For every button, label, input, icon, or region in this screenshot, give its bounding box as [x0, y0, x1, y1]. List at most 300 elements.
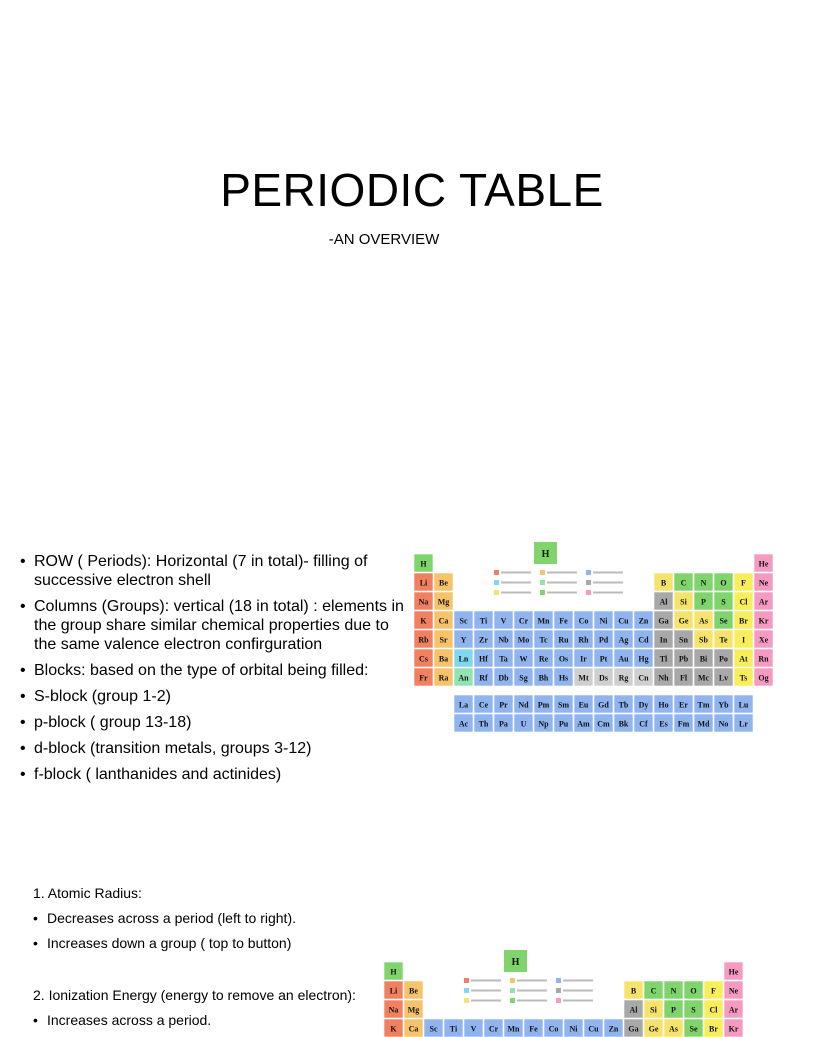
- element-cell: [434, 668, 453, 686]
- element-cell: [754, 554, 773, 572]
- svg-text:Ti: Ti: [479, 616, 488, 626]
- legend-swatch: [494, 580, 499, 585]
- element-cell: [754, 668, 773, 686]
- svg-text:Bk: Bk: [618, 719, 629, 729]
- svg-text:Be: Be: [439, 578, 448, 588]
- element-cell: [534, 611, 553, 629]
- svg-text:Tm: Tm: [697, 700, 710, 710]
- legend-swatch: [586, 570, 591, 575]
- svg-text:Fm: Fm: [677, 719, 690, 729]
- svg-text:Co: Co: [578, 616, 589, 626]
- element-cell: [704, 981, 723, 999]
- element-cell: [724, 962, 743, 980]
- svg-text:Cm: Cm: [597, 719, 610, 729]
- svg-text:Nh: Nh: [658, 673, 669, 683]
- element-cell: [654, 649, 673, 667]
- legend-swatch: [464, 988, 469, 993]
- element-cell: [454, 668, 473, 686]
- element-cell: [734, 573, 753, 591]
- element-cell: [714, 714, 733, 732]
- svg-text:Na: Na: [388, 1005, 399, 1015]
- legend-label-line: [517, 990, 547, 992]
- svg-text:Si: Si: [680, 597, 687, 607]
- svg-text:At: At: [739, 654, 748, 664]
- svg-text:P: P: [701, 597, 706, 607]
- svg-text:Ts: Ts: [739, 673, 748, 683]
- element-cell: [714, 668, 733, 686]
- element-cell: [504, 1019, 523, 1037]
- element-cell: [674, 573, 693, 591]
- svg-text:Og: Og: [758, 673, 769, 683]
- svg-text:I: I: [741, 635, 746, 645]
- element-cell: [674, 611, 693, 629]
- svg-text:Fe: Fe: [559, 616, 568, 626]
- element-cell: [474, 695, 493, 713]
- svg-text:C: C: [680, 578, 687, 588]
- element-cell: [494, 714, 513, 732]
- element-cell: [604, 1019, 623, 1037]
- element-cell: [424, 1019, 443, 1037]
- element-cell: [534, 695, 553, 713]
- element-cell: [694, 592, 713, 610]
- element-cell: [734, 630, 753, 648]
- element-cell: [694, 630, 713, 648]
- svg-text:Cr: Cr: [488, 1024, 499, 1034]
- element-cell: [404, 1000, 423, 1018]
- element-cell: [484, 1019, 503, 1037]
- element-cell: [674, 592, 693, 610]
- legend-key: [494, 542, 623, 595]
- svg-text:Hf: Hf: [479, 654, 488, 664]
- periodic-table-image: [412, 542, 776, 737]
- element-cell: [494, 649, 513, 667]
- svg-text:Mn: Mn: [507, 1024, 520, 1034]
- element-cell: [674, 630, 693, 648]
- svg-text:F: F: [741, 578, 746, 588]
- element-cell: [754, 611, 773, 629]
- svg-text:Ac: Ac: [458, 719, 469, 729]
- legend-swatch: [556, 978, 561, 983]
- svg-text:Pr: Pr: [499, 700, 508, 710]
- svg-text:Li: Li: [389, 986, 398, 996]
- svg-text:Zn: Zn: [638, 616, 649, 626]
- svg-text:Hg: Hg: [638, 654, 649, 664]
- legend-label-line: [593, 572, 623, 574]
- element-cell: [734, 611, 753, 629]
- element-cell: [754, 592, 773, 610]
- element-cell: [454, 611, 473, 629]
- svg-text:Be: Be: [409, 986, 418, 996]
- legend-swatch: [556, 998, 561, 1003]
- element-cell: [514, 714, 533, 732]
- element-cell: [664, 981, 683, 999]
- element-cell: [474, 649, 493, 667]
- ionization-energy-bullet-list: [33, 1012, 211, 1037]
- element-cell: [574, 714, 593, 732]
- element-cell: [594, 630, 613, 648]
- svg-text:Bi: Bi: [699, 654, 708, 664]
- element-cell: [724, 981, 743, 999]
- legend-swatch: [556, 988, 561, 993]
- periodic-table-svg: [412, 542, 776, 737]
- element-cell: [474, 714, 493, 732]
- element-cell: [754, 630, 773, 648]
- element-cell: [404, 1019, 423, 1037]
- svg-text:Y: Y: [460, 635, 467, 645]
- svg-text:Mt: Mt: [578, 673, 589, 683]
- svg-text:Tc: Tc: [539, 635, 548, 645]
- bullet-item: • S-block (group 1-2): [20, 687, 412, 706]
- svg-text:No: No: [718, 719, 729, 729]
- page-subtitle: -AN OVERVIEW: [328, 231, 440, 248]
- element-cell: [414, 668, 433, 686]
- svg-text:Rf: Rf: [479, 673, 488, 683]
- element-cell: [534, 714, 553, 732]
- element-cell: [434, 611, 453, 629]
- element-cell: [454, 630, 473, 648]
- element-cell: [664, 1019, 683, 1037]
- element-cell: [684, 981, 703, 999]
- element-cell: [654, 611, 673, 629]
- element-cell: [474, 630, 493, 648]
- svg-text:Cr: Cr: [518, 616, 529, 626]
- svg-text:Mn: Mn: [537, 616, 550, 626]
- svg-text:As: As: [699, 616, 708, 626]
- element-cell: [674, 695, 693, 713]
- element-cell: [534, 649, 553, 667]
- element-cell: [564, 1019, 583, 1037]
- element-cell: [734, 649, 753, 667]
- bullet-item: • Blocks: based on the type of orbital being filled:: [20, 661, 412, 680]
- element-cell: [414, 649, 433, 667]
- bullet-item: • d-block (transition metals, groups 3-12): [20, 739, 412, 758]
- element-cell: [684, 1000, 703, 1018]
- element-cell: [554, 695, 573, 713]
- svg-text:V: V: [470, 1024, 477, 1034]
- svg-text:Cn: Cn: [638, 673, 649, 683]
- svg-text:Ar: Ar: [758, 597, 769, 607]
- element-cell: [714, 611, 733, 629]
- svg-text:Al: Al: [629, 1005, 638, 1015]
- svg-text:C: C: [650, 986, 657, 996]
- title-slide: [0, 0, 768, 500]
- svg-text:Sm: Sm: [557, 700, 570, 710]
- element-cell: [634, 649, 653, 667]
- legend-swatch: [510, 978, 515, 983]
- legend-label-line: [563, 980, 593, 982]
- legend-label-line: [517, 980, 547, 982]
- svg-text:Ta: Ta: [499, 654, 508, 664]
- svg-text:N: N: [700, 578, 707, 588]
- element-cell: [454, 714, 473, 732]
- legend-label-line: [471, 1000, 501, 1002]
- svg-text:Ru: Ru: [558, 635, 569, 645]
- svg-text:Kr: Kr: [758, 616, 769, 626]
- bullet-item: • Columns (Groups): vertical (18 in total) : elements in the group share similar chemical properties due to the same valence electron confirguration: [20, 597, 412, 654]
- svg-text:Bh: Bh: [538, 673, 549, 683]
- svg-text:Ce: Ce: [478, 700, 489, 710]
- element-cell: [694, 649, 713, 667]
- svg-text:H: H: [511, 957, 520, 968]
- legend-swatch: [586, 580, 591, 585]
- trends-slide: [0, 845, 768, 1034]
- element-cell: [734, 592, 753, 610]
- svg-text:Ca: Ca: [438, 616, 449, 626]
- legend-swatch: [510, 998, 515, 1003]
- svg-text:Na: Na: [418, 597, 429, 607]
- svg-text:Au: Au: [618, 654, 629, 664]
- element-cell: [674, 668, 693, 686]
- svg-text:Sg: Sg: [519, 673, 528, 683]
- element-cell: [614, 695, 633, 713]
- element-cell: [494, 630, 513, 648]
- element-cell: [434, 630, 453, 648]
- svg-text:Ge: Ge: [678, 616, 689, 626]
- svg-text:Ba: Ba: [438, 654, 449, 664]
- element-cell: [574, 611, 593, 629]
- svg-text:Ln: Ln: [458, 654, 469, 664]
- svg-text:Li: Li: [419, 578, 428, 588]
- svg-text:Lv: Lv: [718, 673, 729, 683]
- element-cell: [594, 695, 613, 713]
- element-cell: [514, 630, 533, 648]
- svg-text:Fe: Fe: [529, 1024, 538, 1034]
- atomic-radius-bullet-list: [33, 910, 296, 960]
- svg-text:Ca: Ca: [408, 1024, 419, 1034]
- structure-bullet-list: [20, 552, 412, 791]
- element-cell: [474, 668, 493, 686]
- element-cell: [694, 714, 713, 732]
- element-cell: [534, 630, 553, 648]
- svg-text:Cl: Cl: [739, 597, 748, 607]
- legend-swatch: [586, 590, 591, 595]
- svg-text:Dy: Dy: [638, 700, 649, 710]
- legend-label-line: [593, 582, 623, 584]
- svg-text:Fr: Fr: [419, 673, 428, 683]
- svg-text:Lu: Lu: [738, 700, 749, 710]
- element-cell: [614, 649, 633, 667]
- svg-text:Ar: Ar: [728, 1005, 739, 1015]
- element-cell: [384, 1019, 403, 1037]
- svg-text:Am: Am: [577, 719, 590, 729]
- svg-text:Zr: Zr: [479, 635, 488, 645]
- legend-swatch: [464, 998, 469, 1003]
- svg-text:B: B: [630, 986, 637, 996]
- legend-label-line: [501, 572, 531, 574]
- periodic-table-image: [382, 950, 746, 1034]
- svg-text:H: H: [541, 549, 550, 560]
- svg-text:Tl: Tl: [659, 654, 668, 664]
- element-cell: [654, 592, 673, 610]
- svg-text:Pt: Pt: [599, 654, 608, 664]
- svg-text:Cu: Cu: [588, 1024, 599, 1034]
- element-cell: [714, 592, 733, 610]
- svg-text:Zn: Zn: [608, 1024, 619, 1034]
- element-cell: [624, 1000, 643, 1018]
- svg-text:Fl: Fl: [679, 673, 688, 683]
- svg-text:Lr: Lr: [739, 719, 748, 729]
- element-cell: [664, 1000, 683, 1018]
- element-cell: [414, 611, 433, 629]
- element-cell: [724, 1000, 743, 1018]
- element-cell: [454, 695, 473, 713]
- element-cell: [384, 981, 403, 999]
- element-cell: [714, 649, 733, 667]
- svg-text:H: H: [390, 967, 397, 977]
- svg-text:Cs: Cs: [419, 654, 428, 664]
- svg-text:Th: Th: [478, 719, 489, 729]
- element-cell: [554, 649, 573, 667]
- element-cell: [414, 630, 433, 648]
- legend-swatch: [464, 978, 469, 983]
- periodic-table-svg: [382, 950, 746, 1034]
- svg-text:Md: Md: [697, 719, 710, 729]
- svg-text:P: P: [671, 1005, 676, 1015]
- legend-swatch: [494, 590, 499, 595]
- element-cell: [694, 611, 713, 629]
- svg-text:Sn: Sn: [679, 635, 688, 645]
- element-cell: [514, 668, 533, 686]
- legend-label-line: [471, 990, 501, 992]
- legend-label-line: [501, 582, 531, 584]
- svg-text:Pu: Pu: [558, 719, 569, 729]
- svg-text:Ga: Ga: [628, 1024, 639, 1034]
- element-cell: [694, 573, 713, 591]
- element-cell: [634, 714, 653, 732]
- element-cell: [674, 714, 693, 732]
- svg-text:Os: Os: [558, 654, 569, 664]
- element-cell: [684, 1019, 703, 1037]
- svg-text:O: O: [690, 986, 697, 996]
- svg-text:Rb: Rb: [418, 635, 429, 645]
- svg-text:Ni: Ni: [599, 616, 608, 626]
- legend-swatch: [510, 988, 515, 993]
- element-cell: [694, 695, 713, 713]
- svg-text:V: V: [500, 616, 507, 626]
- svg-text:Db: Db: [498, 673, 509, 683]
- svg-text:Ge: Ge: [648, 1024, 659, 1034]
- svg-text:Gd: Gd: [598, 700, 609, 710]
- element-cell: [554, 714, 573, 732]
- legend-label-line: [563, 1000, 593, 1002]
- element-cell: [624, 981, 643, 999]
- element-cell: [574, 630, 593, 648]
- svg-text:Ga: Ga: [658, 616, 669, 626]
- svg-text:Es: Es: [659, 719, 668, 729]
- legend-swatch: [494, 570, 499, 575]
- element-cell: [464, 1019, 483, 1037]
- svg-text:O: O: [720, 578, 727, 588]
- legend-swatch: [540, 590, 545, 595]
- element-cell: [554, 611, 573, 629]
- svg-text:Se: Se: [689, 1024, 698, 1034]
- element-cell: [644, 1019, 663, 1037]
- svg-text:Po: Po: [719, 654, 728, 664]
- svg-text:Mg: Mg: [437, 597, 450, 607]
- svg-text:Ne: Ne: [728, 986, 739, 996]
- element-cell: [654, 695, 673, 713]
- page-title: PERIODIC TABLE: [220, 164, 604, 216]
- svg-text:Co: Co: [548, 1024, 559, 1034]
- element-cell: [614, 714, 633, 732]
- svg-text:Br: Br: [739, 616, 748, 626]
- element-cell: [724, 1019, 743, 1037]
- legend-label-line: [547, 582, 577, 584]
- element-cell: [574, 649, 593, 667]
- svg-text:S: S: [691, 1005, 696, 1015]
- element-cell: [754, 573, 773, 591]
- svg-text:H: H: [420, 559, 427, 569]
- svg-text:U: U: [520, 719, 527, 729]
- svg-text:Ni: Ni: [569, 1024, 578, 1034]
- svg-text:Pb: Pb: [678, 654, 689, 664]
- svg-text:Ir: Ir: [580, 654, 587, 664]
- svg-text:W: W: [519, 654, 528, 664]
- element-cell: [634, 668, 653, 686]
- element-cell: [574, 695, 593, 713]
- svg-text:Hs: Hs: [558, 673, 569, 683]
- element-cell: [714, 573, 733, 591]
- svg-text:Sb: Sb: [699, 635, 708, 645]
- element-cell: [404, 981, 423, 999]
- element-cell: [544, 1019, 563, 1037]
- element-cell: [654, 573, 673, 591]
- svg-text:Eu: Eu: [578, 700, 589, 710]
- element-cell: [634, 611, 653, 629]
- svg-text:Kr: Kr: [728, 1024, 739, 1034]
- svg-text:Ho: Ho: [658, 700, 669, 710]
- element-cell: [594, 668, 613, 686]
- element-cell: [654, 714, 673, 732]
- element-cell: [754, 649, 773, 667]
- element-cell: [434, 649, 453, 667]
- element-cell: [704, 1019, 723, 1037]
- element-cell: [674, 649, 693, 667]
- element-cell: [514, 611, 533, 629]
- svg-text:Cl: Cl: [709, 1005, 718, 1015]
- element-cell: [524, 1019, 543, 1037]
- element-cell: [494, 611, 513, 629]
- svg-text:B: B: [660, 578, 667, 588]
- element-cell: [554, 630, 573, 648]
- svg-text:F: F: [711, 986, 716, 996]
- element-cell: [414, 573, 433, 591]
- svg-text:Sc: Sc: [429, 1024, 438, 1034]
- svg-text:Te: Te: [719, 635, 728, 645]
- element-cell: [654, 630, 673, 648]
- element-cell: [614, 611, 633, 629]
- svg-text:K: K: [390, 1024, 397, 1034]
- svg-text:N: N: [670, 986, 677, 996]
- svg-text:As: As: [669, 1024, 678, 1034]
- svg-text:Si: Si: [650, 1005, 657, 1015]
- svg-text:He: He: [728, 967, 739, 977]
- svg-text:K: K: [420, 616, 427, 626]
- element-cell: [434, 592, 453, 610]
- legend-label-line: [547, 572, 577, 574]
- svg-text:Sr: Sr: [439, 635, 448, 645]
- legend-label-line: [563, 990, 593, 992]
- element-cell: [704, 1000, 723, 1018]
- element-cell: [584, 1019, 603, 1037]
- svg-text:An: An: [458, 673, 469, 683]
- svg-text:He: He: [758, 559, 769, 569]
- element-cell: [494, 695, 513, 713]
- element-cell: [614, 630, 633, 648]
- svg-text:Re: Re: [538, 654, 549, 664]
- element-cell: [734, 668, 753, 686]
- element-cell: [714, 695, 733, 713]
